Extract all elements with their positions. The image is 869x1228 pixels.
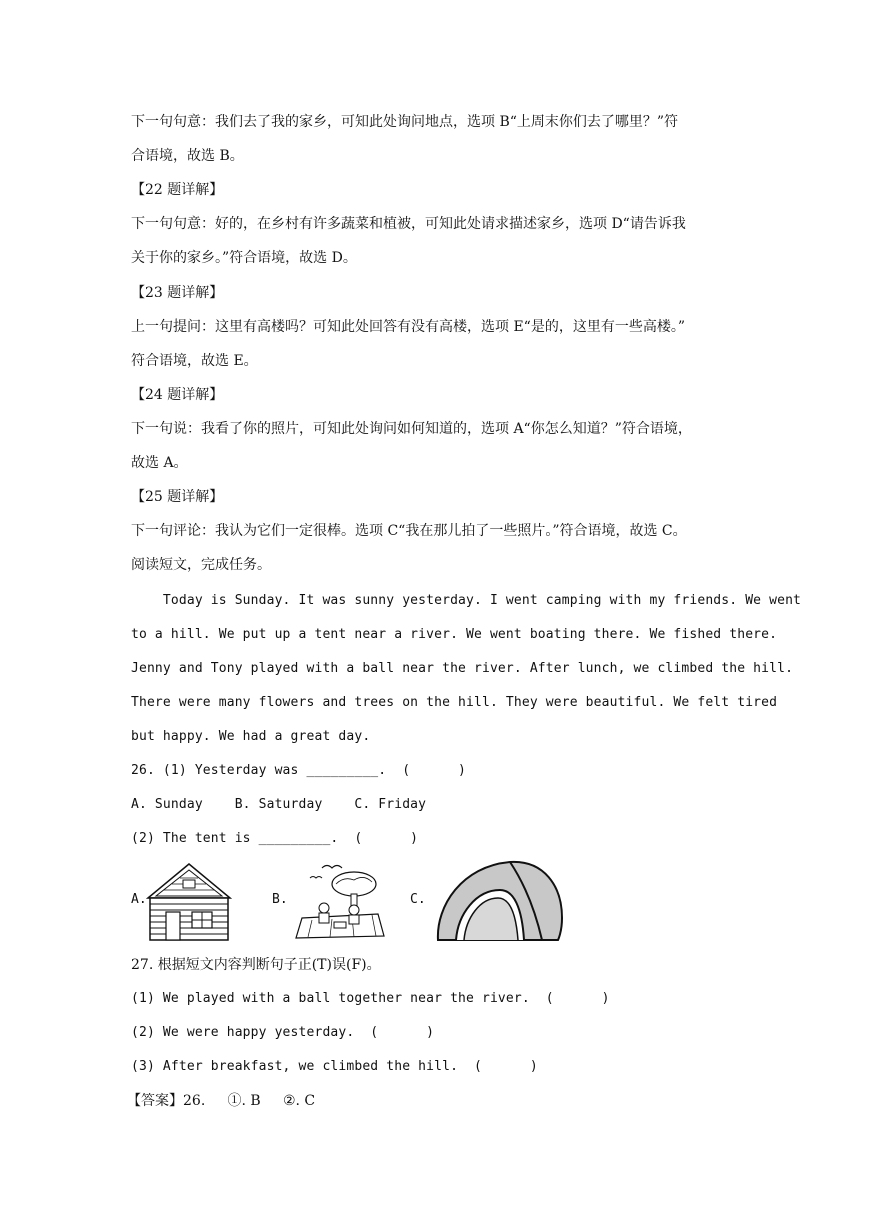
question-27-item: (3) After breakfast, we climbed the hill. ( ) — [131, 1059, 538, 1074]
tent-picture — [432, 856, 566, 946]
question-26-2: (2) The tent is _________. ( ) — [131, 831, 419, 846]
question-27-item: (2) We were happy yesterday. ( ) — [131, 1025, 435, 1040]
question-26-1-options: A. Sunday B. Saturday C. Friday — [131, 797, 427, 812]
option-c-label: C. — [410, 892, 426, 907]
answer-line: 【答案】26. ①. B ②. C — [127, 1093, 316, 1109]
passage-line: Jenny and Tony played with a ball near the river. After lunch, we climbed the hill. — [131, 661, 794, 676]
explanation-line: 关于你的家乡。”符合语境，故选 D。 — [131, 250, 357, 266]
passage-line: but happy. We had a great day. — [131, 729, 371, 744]
explanation-line: 符合语境，故选 E。 — [131, 353, 258, 369]
explanation-line: 上一句提问：这里有高楼吗？可知此处回答有没有高楼，选项 E“是的，这里有一些高楼。” — [131, 319, 685, 335]
picnic-scene-picture — [292, 858, 388, 940]
question-27-item: (1) We played with a ball together near the river. ( ) — [131, 991, 610, 1006]
explanation-line: 下一句句意：好的，在乡村有许多蔬菜和植被，可知此处请求描述家乡，选项 D“请告诉我 — [131, 216, 686, 232]
section-heading-23: 【23 题详解】 — [131, 285, 224, 301]
option-b-label: B. — [272, 892, 288, 907]
question-26-1: 26. (1) Yesterday was _________. ( ) — [131, 763, 467, 778]
explanation-line: 下一句说：我看了你的照片，可知此处询问如何知道的，选项 A“你怎么知道？”符合语境， — [131, 421, 692, 437]
question-27-title: 27. 根据短文内容判断句子正(T)误(F)。 — [131, 957, 381, 973]
log-cabin-picture — [146, 862, 232, 942]
passage-line: Today is Sunday. It was sunny yesterday. I went camping with my friends. We went — [131, 593, 802, 608]
option-a-label: A. — [131, 892, 147, 907]
explanation-line: 故选 A。 — [131, 455, 188, 471]
explanation-line: 下一句句意：我们去了我的家乡，可知此处询问地点，选项 B“上周末你们去了哪里？”符 — [131, 114, 679, 130]
passage-line: to a hill. We put up a tent near a river. We went boating there. We fished there. — [131, 627, 778, 642]
section-heading-24: 【24 题详解】 — [131, 387, 224, 403]
section-heading-22: 【22 题详解】 — [131, 182, 224, 198]
explanation-line: 下一句评论：我认为它们一定很棒。选项 C“我在那儿拍了一些照片。”符合语境，故选 C。 — [131, 523, 687, 539]
section-heading-25: 【25 题详解】 — [131, 489, 224, 505]
reading-instruction: 阅读短文，完成任务。 — [131, 557, 271, 573]
passage-line: There were many flowers and trees on the hill. They were beautiful. We felt tired — [131, 695, 778, 710]
explanation-line: 合语境，故选 B。 — [131, 148, 244, 164]
